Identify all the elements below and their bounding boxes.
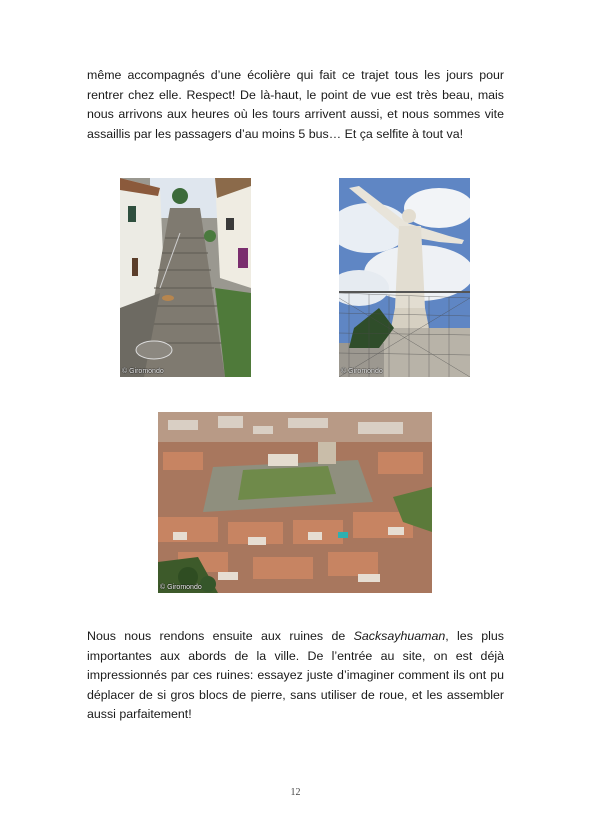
stairway-illustration xyxy=(120,178,251,377)
photo-credit: © Giromondo xyxy=(160,584,202,591)
photo-city-aerial-view xyxy=(158,412,432,593)
christ-statue-illustration xyxy=(339,178,470,377)
paragraph-1: même accompagnés d’une écolière qui fait ce trajet tous les jours pour rentrer chez elle. Respect! De là-haut, le point de vue est très beau, mais nous arrivons aux heures où les tours arrivent aussi, et nous sommes vite assaillis par les passagers d’au moins 5 bus… Et ça selfite à tout va! xyxy=(87,68,504,141)
paragraph-2-text-end: , les plus importantes aux abords de la ville. De l’entrée au site, on est déjà impressionnés par ces ruines: essayez juste d’imaginer comment ils ont pu déplacer de si gros blocs de pierre, sans utiliser de roue, et les assembler aussi parfaitement! xyxy=(87,629,504,721)
photo-christ-statue xyxy=(339,178,470,377)
photo-credit: © Giromondo xyxy=(341,368,383,375)
site-name-emphasis: Sacksayhuaman xyxy=(353,629,446,643)
photo-stairway-street xyxy=(120,178,251,377)
page-number: 12 xyxy=(290,787,301,798)
paragraph-2-text-start: Nous nous rendons ensuite aux ruines de xyxy=(87,629,354,643)
photo-credit: © Giromondo xyxy=(122,368,164,375)
paragraph-2 xyxy=(87,627,504,725)
city-illustration xyxy=(158,412,432,593)
